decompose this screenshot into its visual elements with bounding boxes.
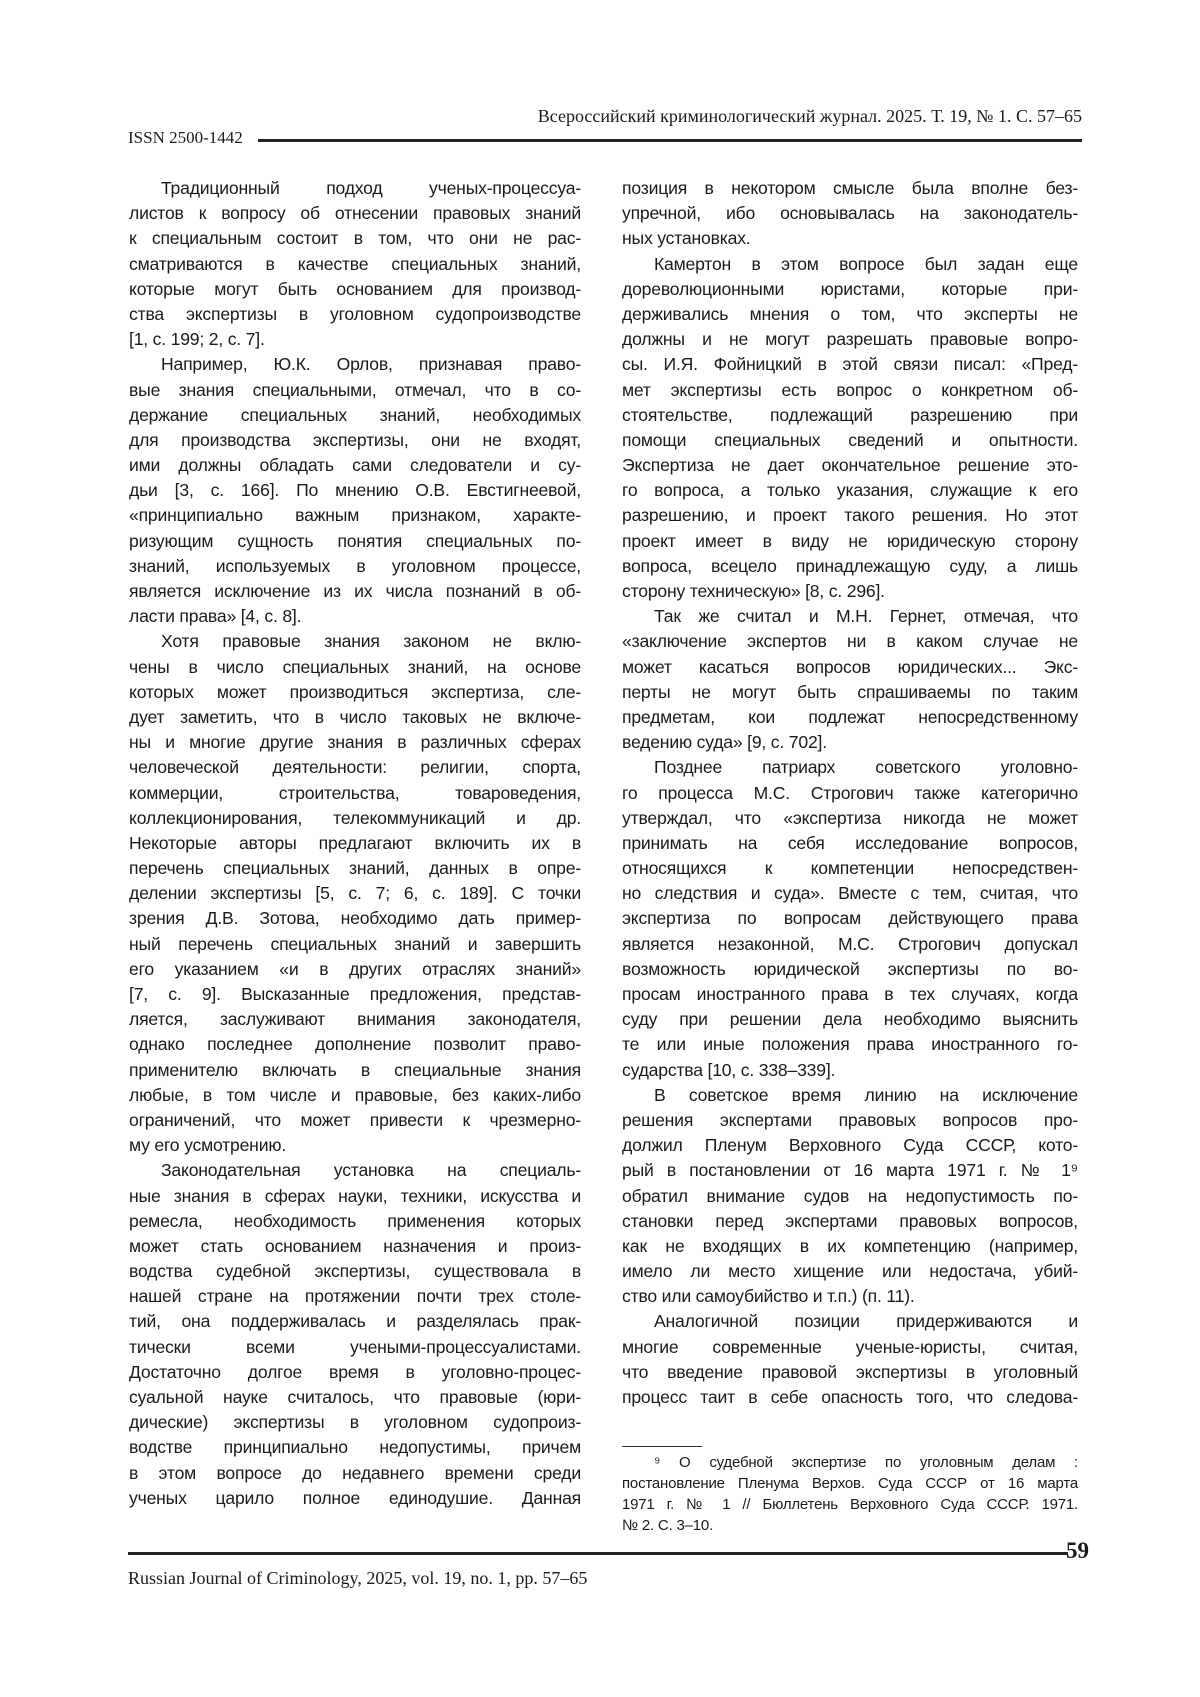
journal-header-title: Всероссийский криминологический журнал. 2025. Т. 19, № 1. С. 57–65 (538, 106, 1082, 127)
text-line: ство или самоубийство и т.п.) (п. 11). (622, 1284, 1078, 1309)
text-line: принимать на себя исследование вопросов, (622, 831, 1078, 856)
text-line: ведению суда» [9, с. 702]. (622, 730, 1078, 755)
page-number: 59 (1066, 1538, 1089, 1564)
text-line: перечень специальных знаний, данных в опре- (129, 856, 581, 881)
paragraph (622, 1309, 1078, 1410)
text-line: Традиционный подход ученых-процессуа- (129, 176, 581, 201)
text-line: сматриваются в качестве специальных знаний, (129, 252, 581, 277)
text-line: держание специальных знаний, необходимых (129, 403, 581, 428)
text-line: вые знания специальными, отмечал, что в со- (129, 378, 581, 403)
text-line: ных установках. (622, 226, 1078, 251)
text-line: Позднее патриарх советского уголовно- (622, 755, 1078, 780)
text-line: является исключение из их числа познаний в об- (129, 579, 581, 604)
text-line: ими должны обладать сами следователи и су- (129, 453, 581, 478)
text-line: разрешению, и проект такого решения. Но этот (622, 503, 1078, 528)
text-line: упречной, ибо основывалась на законодатель- (622, 201, 1078, 226)
text-line: Так же считал и М.Н. Гернет, отмечая, что (622, 604, 1078, 629)
text-line: му его усмотрению. (129, 1133, 581, 1158)
text-line: Камертон в этом вопросе был задан еще (622, 252, 1078, 277)
text-line: человеческой деятельности: религии, спорта, (129, 755, 581, 780)
footnote-separator (622, 1446, 702, 1447)
text-line: Аналогичной позиции придерживаются и (622, 1309, 1078, 1334)
text-line: ства экспертизы в уголовном судопроизводстве (129, 302, 581, 327)
footnote-line: № 2. С. 3–10. (622, 1515, 1078, 1536)
footer-citation: Russian Journal of Criminology, 2025, vol. 19, no. 1, pp. 57–65 (128, 1568, 587, 1589)
text-line: [1, с. 199; 2, с. 7]. (129, 327, 581, 352)
text-line: Например, Ю.К. Орлов, признавая право- (129, 352, 581, 377)
text-line: суальной науке считалось, что правовые (юри- (129, 1385, 581, 1410)
text-line: ны и многие другие знания в различных сферах (129, 730, 581, 755)
text-line: ные знания в сферах науки, техники, искусства и (129, 1184, 581, 1209)
text-line: любые, в том числе и правовые, без каких-либо (129, 1083, 581, 1108)
text-line: сторону техническую» [8, с. 296]. (622, 579, 1078, 604)
paragraph (129, 629, 581, 1158)
text-line: го процесса М.С. Строгович также категорично (622, 781, 1078, 806)
text-line: однако последнее дополнение позволит право- (129, 1032, 581, 1057)
text-line: просам иностранного права в тех случаях, когда (622, 982, 1078, 1007)
text-line: нашей стране на протяжении почти трех столе- (129, 1284, 581, 1309)
text-line: тически всеми учеными-процессуалистами. (129, 1335, 581, 1360)
text-line: [7, с. 9]. Высказанные предложения, представ- (129, 982, 581, 1007)
text-line: тий, она поддерживалась и разделялась прак- (129, 1309, 581, 1334)
text-line: вопроса, всецело принадлежащую суду, а лишь (622, 554, 1078, 579)
footnote-line: ⁹ О судебной экспертизе по уголовным делам : (622, 1452, 1078, 1473)
text-line: делении экспертизы [5, с. 7; 6, с. 189]. С точки (129, 881, 581, 906)
paragraph (622, 755, 1078, 1082)
text-line: проект имеет в виду не юридическую сторону (622, 529, 1078, 554)
text-line: рый в постановлении от 16 марта 1971 г. № 1⁹ (622, 1158, 1078, 1183)
text-line: сударства [10, с. 338–339]. (622, 1058, 1078, 1083)
paragraph (129, 1158, 581, 1511)
paragraph (129, 352, 581, 629)
text-line: зрения Д.В. Зотова, необходимо дать пример- (129, 906, 581, 931)
text-line: многие современные ученые-юристы, считая, (622, 1335, 1078, 1360)
text-line: применителю включать в специальные знания (129, 1058, 581, 1083)
text-line: Законодательная установка на специаль- (129, 1158, 581, 1183)
text-line: держивались мнения о том, что эксперты не (622, 302, 1078, 327)
text-line: В советское время линию на исключение (622, 1083, 1078, 1108)
text-line: которые могут быть основанием для производ- (129, 277, 581, 302)
text-line: те или иные положения права иностранного го- (622, 1032, 1078, 1057)
text-line: коммерции, строительства, товароведения, (129, 781, 581, 806)
footnote (622, 1452, 1078, 1536)
paragraph (622, 176, 1078, 252)
text-line: «заключение экспертов ни в каком случае не (622, 629, 1078, 654)
text-line: сы. И.Я. Фойницкий в этой связи писал: «Пред- (622, 352, 1078, 377)
text-line: должны и не могут разрешать правовые вопро- (622, 327, 1078, 352)
text-line: мет экспертизы есть вопрос о конкретном об- (622, 378, 1078, 403)
left-column (129, 176, 581, 1511)
text-line: что введение правовой экспертизы в уголовный (622, 1360, 1078, 1385)
text-line: обратил внимание судов на недопустимость по- (622, 1184, 1078, 1209)
text-line: знаний, используемых в уголовном процессе, (129, 554, 581, 579)
footnote-line: постановление Пленума Верхов. Суда СССР от 16 марта (622, 1473, 1078, 1494)
text-line: как не входящих в их компетенцию (например, (622, 1234, 1078, 1259)
text-line: Экспертиза не дает окончательное решение это- (622, 453, 1078, 478)
paragraph (129, 176, 581, 352)
footer-rule (128, 1552, 1068, 1555)
right-column (622, 176, 1078, 1410)
text-line: ласти права» [4, с. 8]. (129, 604, 581, 629)
footnote-line: 1971 г. № 1 // Бюллетень Верховного Суда СССР. 1971. (622, 1494, 1078, 1515)
text-line: его указанием «и в других отраслях знаний» (129, 957, 581, 982)
text-line: которых может производиться экспертиза, сле- (129, 680, 581, 705)
text-line: суду при решении дела необходимо выяснить (622, 1007, 1078, 1032)
text-line: позиция в некотором смысле была вполне без- (622, 176, 1078, 201)
text-line: листов к вопросу об отнесении правовых знаний (129, 201, 581, 226)
text-line: помощи специальных сведений и опытности. (622, 428, 1078, 453)
text-line: ремесла, необходимость применения которых (129, 1209, 581, 1234)
text-line: «принципиально важным признаком, характе- (129, 503, 581, 528)
text-line: экспертиза по вопросам действующего права (622, 906, 1078, 931)
text-line: относящихся к компетенции непосредствен- (622, 856, 1078, 881)
text-line: но следствия и суда». Вместе с тем, считая, что (622, 881, 1078, 906)
text-line: ляется, заслуживают внимания законодателя, (129, 1007, 581, 1032)
text-line: ограничений, что может привести к чрезмерно- (129, 1108, 581, 1133)
paragraph (622, 1083, 1078, 1310)
text-line: Некоторые авторы предлагают включить их в (129, 831, 581, 856)
text-line: Хотя правовые знания законом не вклю- (129, 629, 581, 654)
text-line: дические) экспертизы в уголовном судопроиз- (129, 1410, 581, 1435)
text-line: го вопроса, а только указания, служащие к его (622, 478, 1078, 503)
text-line: процесс таит в себе опасность того, что следова- (622, 1385, 1078, 1410)
paragraph (622, 604, 1078, 755)
text-line: для производства экспертизы, они не входят, (129, 428, 581, 453)
text-line: перты не могут быть спрашиваемы по таким (622, 680, 1078, 705)
text-line: имело ли место хищение или недостача, убий- (622, 1259, 1078, 1284)
text-line: предметам, кои подлежат непосредственному (622, 705, 1078, 730)
text-line: является незаконной, М.С. Строгович допускал (622, 932, 1078, 957)
text-line: дьи [3, с. 166]. По мнению О.В. Евстигнеевой, (129, 478, 581, 503)
issn-label: ISSN 2500-1442 (128, 128, 243, 148)
text-line: стоятельстве, подлежащий разрешению при (622, 403, 1078, 428)
text-line: чены в число специальных знаний, на основе (129, 655, 581, 680)
text-line: утверждал, что «экспертиза никогда не может (622, 806, 1078, 831)
text-line: Достаточно долгое время в уголовно-процес- (129, 1360, 581, 1385)
paragraph (622, 252, 1078, 605)
text-line: водстве принципиально недопустимы, причем (129, 1435, 581, 1460)
header-rule (258, 139, 1082, 142)
text-line: ученых царило полное единодушие. Данная (129, 1486, 581, 1511)
text-line: может стать основанием назначения и произ- (129, 1234, 581, 1259)
text-line: коллекционирования, телекоммуникаций и др. (129, 806, 581, 831)
text-line: становки перед экспертами правовых вопросов, (622, 1209, 1078, 1234)
text-line: должил Пленум Верховного Суда СССР, кото- (622, 1133, 1078, 1158)
text-line: решения экспертами правовых вопросов про- (622, 1108, 1078, 1133)
text-line: водства судебной экспертизы, существовала в (129, 1259, 581, 1284)
text-line: дует заметить, что в число таковых не включе- (129, 705, 581, 730)
text-line: в этом вопросе до недавнего времени среди (129, 1461, 581, 1486)
text-line: ный перечень специальных знаний и завершить (129, 932, 581, 957)
text-line: может касаться вопросов юридических... Экс- (622, 655, 1078, 680)
text-line: дореволюционными юристами, которые при- (622, 277, 1078, 302)
text-line: возможность юридической экспертизы по во- (622, 957, 1078, 982)
text-line: к специальным состоит в том, что они не рас- (129, 226, 581, 251)
text-line: ризующим сущность понятия специальных по- (129, 529, 581, 554)
